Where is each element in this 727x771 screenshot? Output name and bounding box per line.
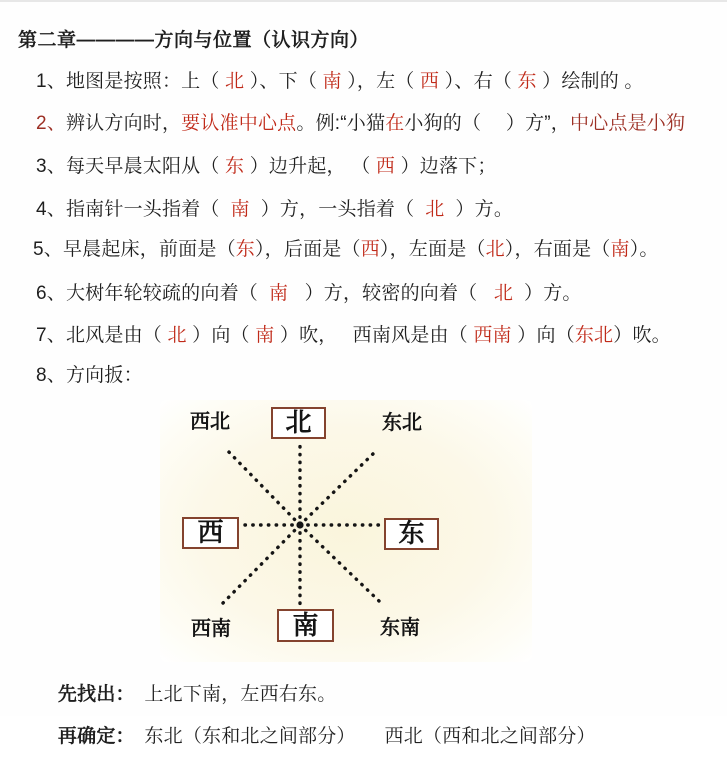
compass-label-northwest: 西北 bbox=[190, 411, 230, 433]
list-item-3 bbox=[36, 155, 497, 178]
text-segment: 北 bbox=[167, 325, 187, 346]
text-segment: 7、北风是由（ bbox=[36, 325, 168, 346]
text-segment: ），左面是（ bbox=[379, 239, 486, 260]
list-item-1 bbox=[36, 70, 644, 93]
text-segment: ），左（ bbox=[341, 71, 420, 92]
text-segment: 南 bbox=[610, 239, 630, 260]
text-segment: 4、指南针一头指着（ bbox=[36, 199, 231, 220]
text-segment: 西 bbox=[375, 156, 396, 177]
text-segment: 北 bbox=[425, 199, 445, 220]
text-segment: 8、方向扳： bbox=[36, 365, 143, 386]
compass-box-south: 南 bbox=[277, 609, 334, 642]
text-segment: 南 bbox=[268, 283, 289, 304]
text-segment: ）边落下； bbox=[395, 156, 497, 177]
text-segment: 3、每天早晨太阳从（ bbox=[36, 156, 226, 177]
text-segment: ）吹。 bbox=[613, 325, 671, 346]
footer-find-text: 上北下南，左西右东。 bbox=[125, 684, 337, 705]
text-segment: 要认准中心点 bbox=[181, 113, 297, 134]
compass-label-southwest: 西南 bbox=[191, 618, 231, 640]
text-segment: 东北 bbox=[574, 325, 614, 346]
text-segment: 北 bbox=[225, 71, 245, 92]
list-item-5 bbox=[33, 238, 659, 261]
text-segment: ）绘制的 。 bbox=[536, 71, 644, 92]
text-segment: 西南 bbox=[473, 325, 512, 346]
text-segment: ）方。 bbox=[513, 283, 582, 304]
text-segment: 东 bbox=[517, 71, 537, 92]
page-title bbox=[18, 29, 369, 52]
text-segment: 南 bbox=[230, 199, 250, 220]
text-segment: 在 bbox=[385, 113, 405, 134]
compass-box-east: 东 bbox=[384, 518, 439, 550]
list-item-4 bbox=[36, 198, 513, 221]
text-segment: 南 bbox=[322, 71, 342, 92]
text-segment: ）方，一头指着（ bbox=[249, 199, 426, 220]
text-segment: 西 bbox=[360, 239, 380, 260]
text-segment: 北 bbox=[493, 283, 514, 304]
ray-northeast bbox=[300, 450, 377, 525]
text-segment: ）向（ bbox=[511, 325, 575, 346]
ray-southeast bbox=[300, 525, 379, 601]
text-segment: 北 bbox=[485, 239, 505, 260]
compass-label-southeast: 东南 bbox=[380, 617, 420, 639]
text-segment: 辨认方向时， bbox=[65, 113, 182, 134]
text-segment: 东 bbox=[235, 239, 255, 260]
text-segment: ），右面是（ bbox=[504, 239, 611, 260]
text-segment: ）、右（ bbox=[439, 71, 518, 92]
compass-label-northeast: 东北 bbox=[382, 412, 422, 434]
text-segment: ）、下（ bbox=[244, 71, 323, 92]
list-item-6 bbox=[36, 282, 582, 305]
footer-confirm-line bbox=[36, 702, 596, 771]
text-segment: ）方。 bbox=[444, 199, 514, 220]
compass-box-west: 西 bbox=[182, 517, 239, 549]
text-segment: 东 bbox=[225, 156, 245, 177]
list-item-2 bbox=[36, 112, 685, 135]
text-segment: ）边升起， （ bbox=[244, 156, 376, 177]
footer-confirm-text: 东北（东和北之间部分） 西北（西和北之间部分） bbox=[125, 726, 596, 747]
text-segment: 第二章————方向与位置（认识方向） bbox=[18, 30, 370, 51]
text-segment: 2、 bbox=[36, 113, 66, 134]
footer-find-label: 先找出： bbox=[57, 684, 126, 705]
text-segment: 小狗的（ ）方”， bbox=[404, 113, 570, 134]
text-segment: ）。 bbox=[629, 239, 659, 260]
footer-confirm-label: 再确定： bbox=[57, 726, 126, 747]
text-segment: ）方，较密的向着（ bbox=[288, 283, 494, 304]
ray-northwest bbox=[225, 448, 300, 525]
compass-center-dot bbox=[296, 521, 303, 528]
text-segment: 中心点是小狗 bbox=[570, 113, 686, 134]
text-segment: 1、地图是按照：上（ bbox=[36, 71, 226, 92]
text-segment: 。例:“小猫 bbox=[296, 113, 386, 134]
list-item-7 bbox=[36, 324, 671, 347]
text-segment: 5、早晨起床，前面是（ bbox=[33, 239, 236, 260]
text-segment: ）向（ bbox=[186, 325, 256, 346]
compass-box-north: 北 bbox=[271, 407, 326, 439]
text-segment: 西 bbox=[419, 71, 440, 92]
compass-diagram bbox=[160, 400, 532, 662]
text-segment: ）吹， 西南风是由（ bbox=[274, 325, 474, 346]
text-segment: 6、大树年轮较疏的向着（ bbox=[36, 283, 269, 304]
list-item-8 bbox=[36, 364, 143, 387]
text-segment: ），后面是（ bbox=[254, 239, 361, 260]
text-segment: 南 bbox=[255, 325, 275, 346]
